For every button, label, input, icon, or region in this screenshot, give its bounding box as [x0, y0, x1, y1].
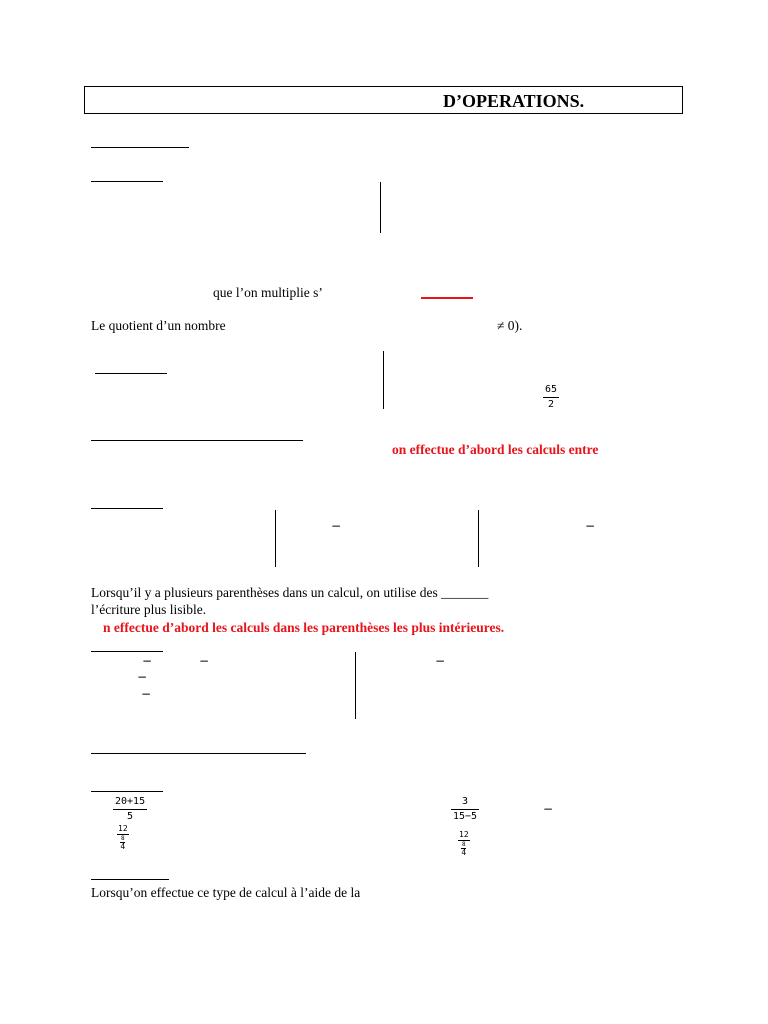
column-divider — [478, 510, 479, 567]
column-divider — [380, 182, 381, 233]
fraction-65-2 — [543, 383, 559, 412]
red-blank — [421, 297, 473, 299]
fraction-denominator: 15−5 — [453, 811, 478, 822]
column-divider — [383, 351, 384, 409]
page-title: D’OPERATIONS. — [443, 91, 585, 111]
column-divider — [275, 510, 276, 567]
minus-sign: − — [141, 687, 152, 701]
rule-plusieurs: Lorsqu’il y a plusieurs parenthèses dans un calcul, on utilise des _______ — [91, 585, 489, 600]
minus-sign: − — [331, 519, 342, 533]
rule-calculatrice: Lorsqu’on effectue ce type de calcul à l’aide de la — [91, 885, 361, 900]
example-underline — [91, 508, 163, 509]
heading-underline — [91, 147, 189, 148]
fraction-numerator: 65 — [545, 384, 558, 395]
inner-denominator: 4 — [120, 842, 126, 851]
rule-multiplie: que l’on multiplie s’ — [213, 285, 323, 300]
fraction-denominator: 2 — [548, 399, 555, 410]
fraction-numerator: 12 — [118, 824, 128, 833]
fraction-numerator: 3 — [462, 796, 469, 807]
minus-sign: − — [585, 519, 596, 533]
inner-denominator: 4 — [461, 848, 467, 857]
inner-numerator: 8 — [462, 841, 466, 848]
example-underline — [91, 791, 163, 792]
fraction-denominator — [119, 835, 126, 852]
heading-underline — [91, 440, 303, 441]
example-underline — [95, 373, 167, 374]
rule-lisible: l’écriture plus lisible. — [91, 602, 207, 617]
minus-sign: − — [137, 670, 148, 684]
nested-fraction-right — [458, 830, 470, 858]
minus-sign: − — [142, 654, 153, 668]
fraction-numerator: 20+15 — [115, 796, 146, 807]
fraction-3 — [451, 795, 479, 824]
rule-quotient: Le quotient d’un nombre — [91, 318, 226, 333]
rule-interieures: n effectue d’abord les calculs dans les parenthèses les plus intérieures. — [103, 620, 505, 635]
minus-sign: − — [199, 654, 210, 668]
fraction-denominator — [460, 841, 467, 858]
inner-numerator: 8 — [121, 835, 125, 842]
minus-sign: − — [543, 802, 554, 816]
fraction-denominator: 5 — [127, 811, 134, 822]
rule-brackets: on effectue d’abord les calculs entre — [392, 442, 599, 457]
fraction-numerator: 12 — [459, 830, 469, 839]
example-underline — [91, 879, 169, 880]
column-divider — [355, 652, 356, 719]
example-underline — [91, 651, 163, 652]
fraction-sum — [113, 795, 147, 824]
minus-sign: − — [435, 654, 446, 668]
nested-fraction-left — [117, 824, 129, 852]
heading-underline — [91, 753, 306, 754]
subheading-underline — [91, 181, 163, 182]
rule-quotient-end: ≠ 0). — [497, 318, 523, 333]
title-box — [84, 86, 683, 114]
